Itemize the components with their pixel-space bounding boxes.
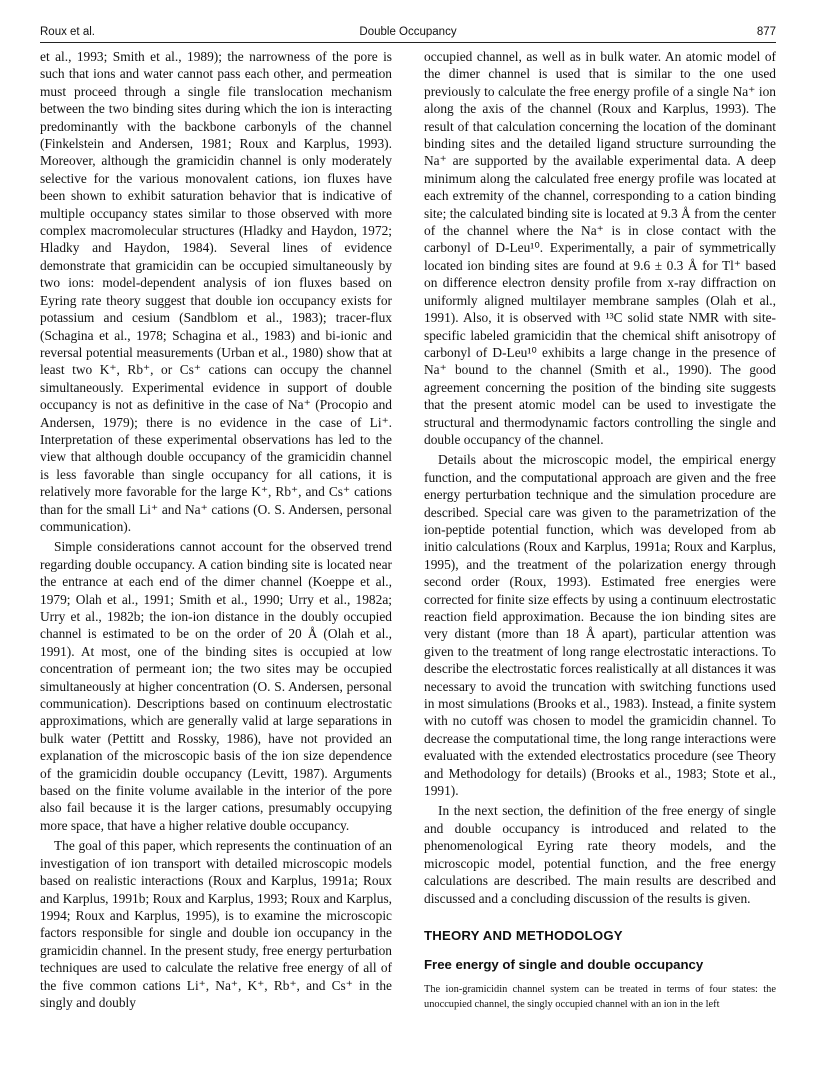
left-column	[40, 48, 392, 1011]
paragraph: In the next section, the definition of the free energy of single and double occupancy is introduced and related to the phenomenological Eyring rate theory models, and the microscopic model, potential function, and the free energy calculations are described. The main results are described and discussed and a concluding discussion of the results is given.	[424, 803, 776, 906]
subsection-heading: Free energy of single and double occupancy	[424, 957, 704, 973]
running-header-authors: Roux et al.	[40, 26, 95, 38]
paragraph: occupied channel, as well as in bulk water. An atomic model of the dimer channel is used that is similar to the one used previously to calculate the free energy profile of a single Na⁺ ion along the axis of the channel (Roux and Karplus, 1993). The result of that calculation concerning the location of the dominant binding sites and the detailed ligand structure surrounding the Na⁺ are supported by the available experimental data. A deep minimum along the calculated free energy profile was located at each extremity of the channel, corresponding to a cation binding site; the calculated binding site is located at 9.3 Å from the center of the channel where the Na⁺ is in close contact with the carbonyl of D-Leu¹⁰. Experimentally, a pair of symmetrically located ion binding sites are found at 9.6 ± 0.3 Å for Tl⁺ based on difference electron density profile from x-ray diffraction on uniformly aligned multilayer membrane samples (Olah et al., 1991). Also, it is observed with ¹³C solid state NMR with site-specific labeled gramicidin that the chemical shift anisotropy of carbonyl of D-Leu¹⁰ exhibits a large change in the presence of Na⁺ bound to the channel (Smith et al., 1990). The good agreement concerning the position of the binding site suggests that the present atomic model can be used to investigate the structural and thermodynamic factors controlling the single and double occupancy of the channel.	[424, 49, 776, 447]
paragraph: et al., 1993; Smith et al., 1989); the narrowness of the pore is such that ions and water cannot pass each other, and permeation must proceed through a single file translocation mechanism between the two binding sites during which the ion is interacting predominantly with the backbone carbonyls of the channel (Finkelstein and Andersen, 1981; Roux and Karplus, 1993). Moreover, although the gramicidin channel is only moderately selective for the various monovalent cations, ion fluxes have been shown to exhibit saturation behavior that is indicative of multiple occupancy states similar to those observed with more complex macromolecular structures (Hladky and Haydon, 1972; Hladky and Haydon, 1984). Several lines of evidence demonstrate that gramicidin can be occupied simultaneously by two ions: model-dependent analysis of ion fluxes based on Eyring rate theory suggest that double ion occupancy exists for potassium and cesium (Sandblom et al., 1983); tracer-flux (Schagina et al., 1978; Schagina et al., 1983) and bi-ionic and reversal potential measurements (Urban et al., 1980) show that at least two K⁺, Rb⁺, or Cs⁺ cations can occupy the channel simultaneously. Experimental evidence in support of double occupancy is not as definitive in the case of Na⁺ (Procopio and Andersen, 1979); there is no evidence in the case of Li⁺. Interpretation of these experimental observations has led to the view that although double occupancy of the gramicidin channel is less favorable than single occupancy for all cations, it is relatively more favorable for the large K⁺, Rb⁺, and Cs⁺ cations than for the small Li⁺ and Na⁺ cations (O. S. Andersen, personal communication).	[40, 49, 392, 534]
paragraph: Details about the microscopic model, the empirical energy function, and the computational approach are given and the free energy perturbation technique and the simulation procedure are described. Special care was given to the parametrization of the ion-peptide potential function, which was developed from ab initio calculations (Roux and Karplus, 1991a; Roux and Karplus, 1995), and the treatment of the polarization energy through second order (Roux, 1993). Estimated free energies were corrected for finite size effects by using a continuum electrostatic reaction field approximation. Because the ion binding sites are very distant (more than 18 Å apart), particular attention was given to the treatment of long range electrostatic interactions. To describe the electrostatic forces realistically at all distances it was necessary to avoid the truncation with switching functions used in most simulations (Brooks et al., 1983). Instead, a finite system with no cutoff was chosen to model the gramicidin channel. To decrease the computational time, the long range interactions were evaluated with the extended electrostatics procedure (see Theory and Methodology for details) (Brooks et al., 1983; Stote et al., 1991).	[424, 452, 776, 799]
running-header	[40, 26, 776, 42]
paragraph: The goal of this paper, which represents the continuation of an investigation of ion transport with detailed microscopic models based on realistic interactions (Roux and Karplus, 1991a; Roux and Karplus, 1991b; Roux and Karplus, 1993; Roux and Karplus, 1994; Roux and Karplus, 1995), is to examine the microscopic factors responsible for single and double ion occupancy in the gramicidin channel. In the present study, free energy perturbation techniques are used to calculate the relative free energy of all of the five common cations Li⁺, Na⁺, K⁺, Rb⁺, and Cs⁺ in the singly and doubly	[40, 838, 392, 1010]
section-heading: THEORY AND METHODOLOGY	[424, 927, 623, 943]
page-number: 877	[756, 26, 776, 38]
paragraph: Simple considerations cannot account for the observed trend regarding double occupancy. A cation binding site is located near the entrance at each end of the dimer channel (Koeppe et al., 1979; Olah et al., 1991; Smith et al., 1990; Urry et al., 1982a; Urry et al., 1982b; the ion-ion distance in the doubly occupied channel is estimated to be on the order of 20 Å (Olah et al., 1991). At most, one of the binding sites is occupied at low concentration of permeant ion; the two sites may be occupied simultaneously at higher concentration (O. S. Andersen, personal communication). Descriptions based on continuum electrostatic approximations, which are generally valid at large separations in bulk water (Pettitt and Rossky, 1986), have not provided an explanation of the microscopic basis of the ion size dependence of the gramicidin double occupancy (Levitt, 1987). Arguments based on the finite volume available in the interior of the pore also fail because it is the larger cations, presumably occupying more space, that have a higher relative double occupancy.	[40, 539, 392, 833]
header-rule	[40, 42, 776, 43]
right-column	[424, 48, 776, 1012]
paragraph: The ion-gramicidin channel system can be treated in terms of four states: the unoccupied channel, the singly occupied channel with an ion in the left	[424, 983, 776, 1010]
running-header-title: Double Occupancy	[359, 26, 457, 38]
